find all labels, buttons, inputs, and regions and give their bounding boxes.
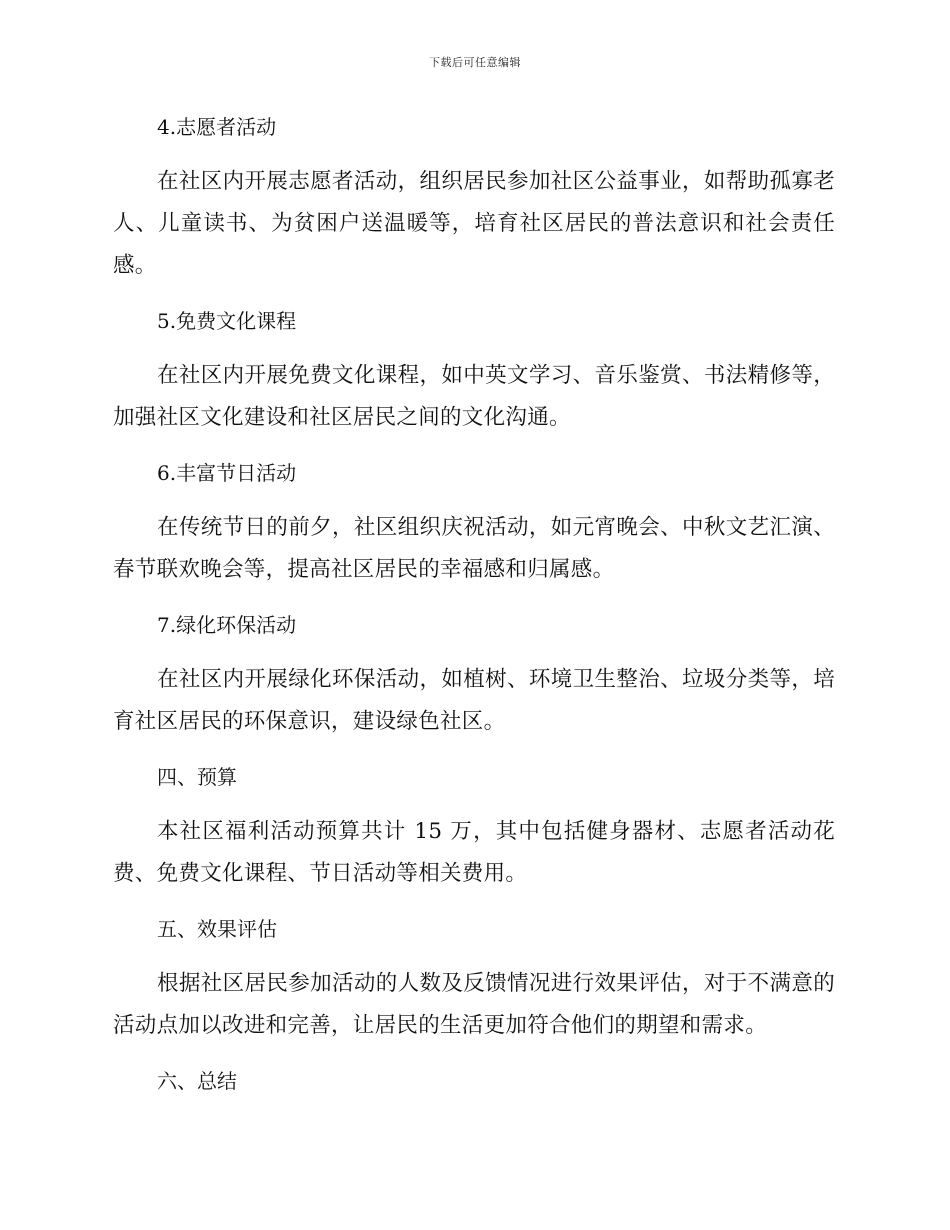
document-body — [113, 106, 835, 1102]
section-paragraph-culture-course: 在社区内开展免费文化课程，如中英文学习、音乐鉴赏、书法精修等，加强社区文化建设和社区居民之间的文化沟通。 — [113, 363, 835, 430]
page-header: 下载后可任意编辑 — [429, 56, 521, 69]
section-heading-festival: 6.丰富节日活动 — [157, 461, 297, 485]
section-heading-evaluation: 五、效果评估 — [157, 917, 277, 941]
section-heading-culture-course: 5.免费文化课程 — [157, 309, 297, 333]
section-heading-budget: 四、预算 — [157, 765, 237, 789]
section-heading-volunteer: 4.志愿者活动 — [157, 115, 277, 139]
section-paragraph-festival: 在传统节日的前夕，社区组织庆祝活动，如元宵晚会、中秋文艺汇演、春节联欢晚会等，提高社区居民的幸福感和归属感。 — [113, 515, 835, 582]
section-paragraph-green: 在社区内开展绿化环保活动，如植树、环境卫生整治、垃圾分类等，培育社区居民的环保意识，建设绿色社区。 — [113, 667, 835, 734]
section-paragraph-volunteer: 在社区内开展志愿者活动，组织居民参加社区公益事业，如帮助孤寡老人、儿童读书、为贫困户送温暖等，培育社区居民的普法意识和社会责任感。 — [113, 169, 835, 278]
section-paragraph-budget: 本社区福利活动预算共计 15 万，其中包括健身器材、志愿者活动花费、免费文化课程、节日活动等相关费用。 — [113, 819, 835, 886]
section-heading-summary: 六、总结 — [157, 1069, 237, 1093]
section-heading-green: 7.绿化环保活动 — [157, 613, 297, 637]
section-paragraph-evaluation: 根据社区居民参加活动的人数及反馈情况进行效果评估，对于不满意的活动点加以改进和完善，让居民的生活更加符合他们的期望和需求。 — [113, 971, 835, 1038]
